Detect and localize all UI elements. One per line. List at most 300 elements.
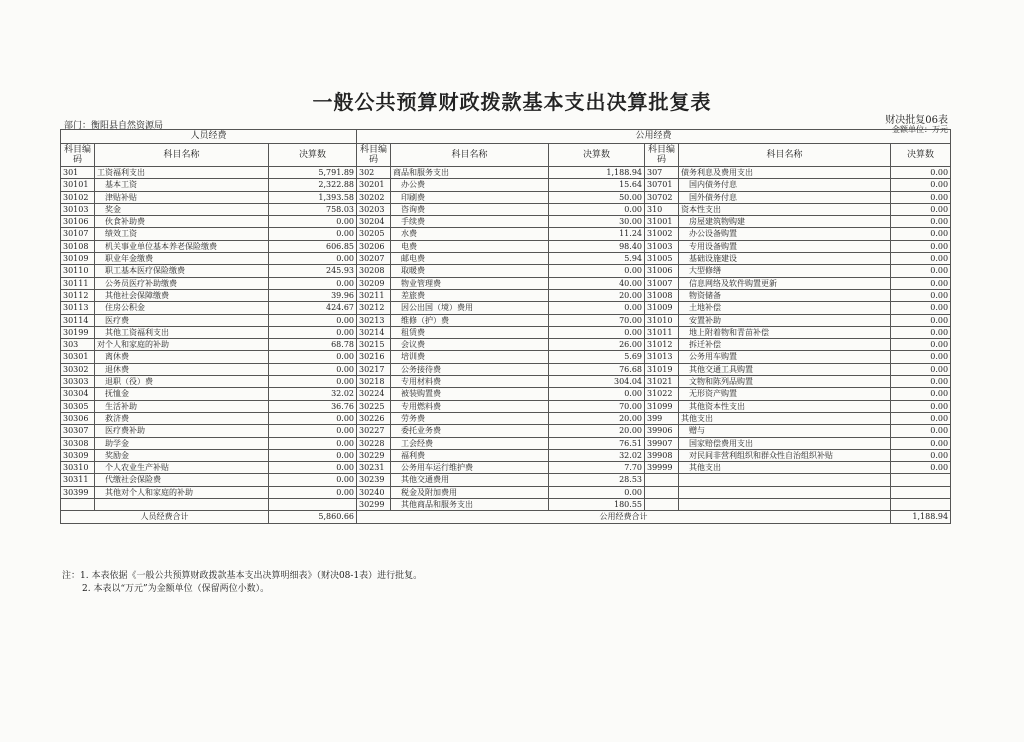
cell-name: 离休费 (95, 351, 269, 363)
cell-amount: 0.00 (891, 326, 951, 338)
cell-amount: 0.00 (269, 277, 357, 289)
cell-amount: 28.53 (549, 474, 645, 486)
cell-amount: 0.00 (891, 265, 951, 277)
cell-name: 安置补助 (679, 314, 891, 326)
table-row (61, 302, 951, 314)
cell-code: 31021 (645, 376, 679, 388)
cell-amount: 0.00 (891, 179, 951, 191)
cell-name (679, 499, 891, 511)
cell-code: 310 (645, 203, 679, 215)
table-row (61, 339, 951, 351)
personnel-section-header: 人员经费 (61, 130, 357, 144)
cell-name: 专用设备购置 (679, 240, 891, 252)
cell-amount: 0.00 (891, 437, 951, 449)
page-title: 一般公共预算财政拨款基本支出决算批复表 (312, 90, 712, 114)
table-row (61, 253, 951, 265)
footnote: 2. 本表以“万元”为金额单位（保留两位小数）。 (82, 584, 270, 594)
cell-amount: 0.00 (269, 351, 357, 363)
cell-amount: 70.00 (549, 400, 645, 412)
cell-code: 31005 (645, 253, 679, 265)
cell-code: 30111 (61, 277, 95, 289)
cell-code (645, 486, 679, 498)
cell-amount: 1,188.94 (549, 167, 645, 179)
cell-code: 30112 (61, 289, 95, 301)
cell-name: 办公设备购置 (679, 228, 891, 240)
cell-amount: 7.70 (549, 462, 645, 474)
cell-amount: 0.00 (891, 253, 951, 265)
cell-code: 30203 (357, 203, 391, 215)
cell-amount: 0.00 (891, 314, 951, 326)
cell-name: 国家赔偿费用支出 (679, 437, 891, 449)
table-row (61, 314, 951, 326)
cell-name: 职业年金缴费 (95, 253, 269, 265)
cell-code: 30102 (61, 191, 95, 203)
cell-code: 301 (61, 167, 95, 179)
cell-amount: 0.00 (891, 351, 951, 363)
table-row (61, 462, 951, 474)
cell-amount: 0.00 (891, 400, 951, 412)
column-header-name: 科目名称 (391, 144, 549, 167)
cell-name: 水费 (391, 228, 549, 240)
cell-amount: 180.55 (549, 499, 645, 511)
cell-code: 30226 (357, 412, 391, 424)
cell-code: 31006 (645, 265, 679, 277)
cell-code (645, 499, 679, 511)
cell-amount: 5,791.89 (269, 167, 357, 179)
cell-code: 31010 (645, 314, 679, 326)
cell-name: 福利费 (391, 449, 549, 461)
cell-code: 30310 (61, 462, 95, 474)
cell-amount: 0.00 (269, 376, 357, 388)
cell-name (679, 474, 891, 486)
table-row (61, 277, 951, 289)
cell-code: 30304 (61, 388, 95, 400)
cell-name: 手续费 (391, 216, 549, 228)
cell-name: 培训费 (391, 351, 549, 363)
cell-code: 31013 (645, 351, 679, 363)
cell-amount: 68.78 (269, 339, 357, 351)
cell-name: 工会经费 (391, 437, 549, 449)
cell-name: 电费 (391, 240, 549, 252)
cell-code: 30101 (61, 179, 95, 191)
cell-code: 39907 (645, 437, 679, 449)
cell-name: 大型修缮 (679, 265, 891, 277)
cell-amount: 0.00 (269, 449, 357, 461)
cell-name: 印刷费 (391, 191, 549, 203)
cell-code: 30107 (61, 228, 95, 240)
cell-name: 机关事业单位基本养老保险缴费 (95, 240, 269, 252)
table-row (61, 388, 951, 400)
cell-name: 生活补助 (95, 400, 269, 412)
table-row (61, 412, 951, 424)
cell-amount: 0.00 (269, 228, 357, 240)
budget-table-container (60, 129, 950, 524)
cell-amount: 0.00 (891, 240, 951, 252)
table-row (61, 449, 951, 461)
cell-amount: 0.00 (269, 474, 357, 486)
cell-name: 办公费 (391, 179, 549, 191)
cell-amount: 20.00 (549, 412, 645, 424)
cell-amount: 0.00 (269, 462, 357, 474)
cell-name: 物资储备 (679, 289, 891, 301)
table-row (61, 474, 951, 486)
cell-code (61, 499, 95, 511)
table-row (61, 265, 951, 277)
cell-code: 30399 (61, 486, 95, 498)
cell-code: 30205 (357, 228, 391, 240)
cell-code: 39906 (645, 425, 679, 437)
cell-code: 30227 (357, 425, 391, 437)
column-header-code: 科目编码 (61, 144, 95, 167)
cell-amount: 606.85 (269, 240, 357, 252)
column-header-name: 科目名称 (679, 144, 891, 167)
cell-amount: 0.00 (891, 216, 951, 228)
cell-code: 31009 (645, 302, 679, 314)
cell-name: 伙食补助费 (95, 216, 269, 228)
cell-name: 其他社会保障缴费 (95, 289, 269, 301)
column-header-amount: 决算数 (891, 144, 951, 167)
table-row (61, 437, 951, 449)
public-total-value: 1,188.94 (891, 511, 951, 523)
cell-amount: 20.00 (549, 425, 645, 437)
cell-amount: 40.00 (549, 277, 645, 289)
cell-name: 奖励金 (95, 449, 269, 461)
cell-code: 30206 (357, 240, 391, 252)
cell-name: 医疗费补助 (95, 425, 269, 437)
cell-code: 31002 (645, 228, 679, 240)
table-row (61, 191, 951, 203)
cell-amount: 5.69 (549, 351, 645, 363)
cell-code: 30311 (61, 474, 95, 486)
public-total-label: 公用经费合计 (357, 511, 891, 523)
cell-name: 债务利息及费用支出 (679, 167, 891, 179)
cell-name: 工资福利支出 (95, 167, 269, 179)
cell-name: 国外债务付息 (679, 191, 891, 203)
table-row (61, 499, 951, 511)
table-row (61, 240, 951, 252)
column-header-amount: 决算数 (549, 144, 645, 167)
cell-amount: 70.00 (549, 314, 645, 326)
cell-code: 30224 (357, 388, 391, 400)
footnote: 注：1. 本表依据《一般公共预算财政拨款基本支出决算明细表》（财决08-1表）进行批复。 (62, 571, 423, 581)
table-row (61, 425, 951, 437)
cell-name: 会议费 (391, 339, 549, 351)
cell-amount: 0.00 (891, 289, 951, 301)
cell-name: 咨询费 (391, 203, 549, 215)
cell-name: 差旅费 (391, 289, 549, 301)
table-row (61, 228, 951, 240)
cell-code: 31012 (645, 339, 679, 351)
cell-amount: 0.00 (891, 302, 951, 314)
cell-amount: 76.51 (549, 437, 645, 449)
cell-amount: 0.00 (891, 191, 951, 203)
cell-code: 30114 (61, 314, 95, 326)
cell-amount: 0.00 (891, 277, 951, 289)
cell-name: 基础设施建设 (679, 253, 891, 265)
cell-name: 代缴社会保险费 (95, 474, 269, 486)
table-row (61, 289, 951, 301)
cell-code: 31001 (645, 216, 679, 228)
cell-name: 奖金 (95, 203, 269, 215)
cell-code: 30211 (357, 289, 391, 301)
cell-amount: 0.00 (269, 486, 357, 498)
department-label: 部门：衡阳县自然资源局 (64, 121, 164, 131)
budget-table (60, 129, 951, 524)
cell-name: 租赁费 (391, 326, 549, 338)
cell-amount: 2,322.88 (269, 179, 357, 191)
cell-name: 公务用车购置 (679, 351, 891, 363)
cell-name (95, 499, 269, 511)
cell-amount: 304.04 (549, 376, 645, 388)
cell-name: 劳务费 (391, 412, 549, 424)
cell-name: 委托业务费 (391, 425, 549, 437)
cell-amount: 0.00 (549, 302, 645, 314)
cell-name: 抚恤金 (95, 388, 269, 400)
cell-amount: 32.02 (269, 388, 357, 400)
column-header-name: 科目名称 (95, 144, 269, 167)
cell-code: 30301 (61, 351, 95, 363)
cell-code: 30199 (61, 326, 95, 338)
cell-amount: 0.00 (269, 216, 357, 228)
cell-code: 30307 (61, 425, 95, 437)
cell-name: 其他对个人和家庭的补助 (95, 486, 269, 498)
cell-amount: 758.03 (269, 203, 357, 215)
cell-code: 31008 (645, 289, 679, 301)
personnel-total-value: 5,860.66 (269, 511, 357, 523)
cell-name: 其他支出 (679, 462, 891, 474)
cell-amount: 0.00 (269, 253, 357, 265)
cell-name: 职工基本医疗保险缴费 (95, 265, 269, 277)
cell-code: 30110 (61, 265, 95, 277)
cell-amount: 50.00 (549, 191, 645, 203)
cell-code: 30216 (357, 351, 391, 363)
column-header-amount: 决算数 (269, 144, 357, 167)
cell-amount: 0.00 (891, 167, 951, 179)
cell-code: 31011 (645, 326, 679, 338)
cell-name: 拆迁补偿 (679, 339, 891, 351)
cell-name: 房屋建筑物购建 (679, 216, 891, 228)
cell-amount (269, 499, 357, 511)
cell-name: 无形资产购置 (679, 388, 891, 400)
cell-amount: 26.00 (549, 339, 645, 351)
table-row (61, 326, 951, 338)
cell-name: 公务员医疗补助缴费 (95, 277, 269, 289)
form-number: 财决批复06表 (885, 115, 948, 126)
cell-code: 39908 (645, 449, 679, 461)
cell-amount: 0.00 (549, 203, 645, 215)
table-row (61, 216, 951, 228)
table-row (61, 486, 951, 498)
cell-code: 30308 (61, 437, 95, 449)
cell-amount: 76.68 (549, 363, 645, 375)
cell-amount: 0.00 (891, 339, 951, 351)
cell-code: 30215 (357, 339, 391, 351)
cell-name: 住房公积金 (95, 302, 269, 314)
cell-name: 专用燃料费 (391, 400, 549, 412)
cell-amount: 0.00 (549, 486, 645, 498)
cell-code: 30228 (357, 437, 391, 449)
cell-name: 土地补偿 (679, 302, 891, 314)
cell-code: 31003 (645, 240, 679, 252)
cell-name: 国内债务付息 (679, 179, 891, 191)
cell-name: 资本性支出 (679, 203, 891, 215)
cell-amount: 245.93 (269, 265, 357, 277)
cell-amount: 424.67 (269, 302, 357, 314)
cell-code: 39999 (645, 462, 679, 474)
cell-amount: 0.00 (891, 203, 951, 215)
cell-name: 被装购置费 (391, 388, 549, 400)
cell-name: 退休费 (95, 363, 269, 375)
cell-name: 医疗费 (95, 314, 269, 326)
cell-amount: 0.00 (269, 363, 357, 375)
cell-name: 绩效工资 (95, 228, 269, 240)
cell-code: 30240 (357, 486, 391, 498)
cell-code: 30204 (357, 216, 391, 228)
cell-code: 31099 (645, 400, 679, 412)
cell-amount: 0.00 (549, 326, 645, 338)
cell-code: 30106 (61, 216, 95, 228)
cell-name: 对个人和家庭的补助 (95, 339, 269, 351)
cell-amount: 0.00 (891, 363, 951, 375)
cell-code: 30109 (61, 253, 95, 265)
cell-name: 赠与 (679, 425, 891, 437)
cell-code: 30299 (357, 499, 391, 511)
cell-name: 公务接待费 (391, 363, 549, 375)
cell-amount (891, 486, 951, 498)
cell-code: 30208 (357, 265, 391, 277)
cell-name: 邮电费 (391, 253, 549, 265)
cell-name: 对民间非营利组织和群众性自治组织补贴 (679, 449, 891, 461)
cell-code: 31007 (645, 277, 679, 289)
cell-code: 302 (357, 167, 391, 179)
cell-name: 专用材料费 (391, 376, 549, 388)
cell-code: 30209 (357, 277, 391, 289)
cell-code: 30231 (357, 462, 391, 474)
cell-code: 30113 (61, 302, 95, 314)
table-row (61, 363, 951, 375)
cell-amount: 0.00 (269, 326, 357, 338)
cell-name: 其他交通费用 (391, 474, 549, 486)
cell-code: 30103 (61, 203, 95, 215)
footnotes (62, 570, 422, 596)
table-row (61, 400, 951, 412)
cell-name: 其他商品和服务支出 (391, 499, 549, 511)
cell-amount: 0.00 (891, 228, 951, 240)
cell-amount: 0.00 (269, 412, 357, 424)
cell-amount: 30.00 (549, 216, 645, 228)
cell-amount: 0.00 (549, 265, 645, 277)
cell-name: 商品和服务支出 (391, 167, 549, 179)
cell-amount: 0.00 (549, 388, 645, 400)
cell-amount: 0.00 (269, 425, 357, 437)
cell-code: 31019 (645, 363, 679, 375)
cell-amount: 0.00 (891, 449, 951, 461)
cell-code: 30305 (61, 400, 95, 412)
cell-name: 取暖费 (391, 265, 549, 277)
cell-name: 其他支出 (679, 412, 891, 424)
cell-code: 307 (645, 167, 679, 179)
cell-amount: 11.24 (549, 228, 645, 240)
cell-amount: 0.00 (891, 388, 951, 400)
cell-name: 退职（役）费 (95, 376, 269, 388)
cell-code: 30302 (61, 363, 95, 375)
cell-amount: 0.00 (891, 462, 951, 474)
public-section-header: 公用经费 (357, 130, 951, 144)
cell-name: 维修（护）费 (391, 314, 549, 326)
cell-code: 31022 (645, 388, 679, 400)
cell-code: 30213 (357, 314, 391, 326)
cell-name: 基本工资 (95, 179, 269, 191)
table-row (61, 351, 951, 363)
cell-code: 30218 (357, 376, 391, 388)
cell-name: 其他资本性支出 (679, 400, 891, 412)
cell-code: 30202 (357, 191, 391, 203)
cell-code: 303 (61, 339, 95, 351)
cell-amount: 36.76 (269, 400, 357, 412)
table-row (61, 179, 951, 191)
cell-amount: 0.00 (269, 437, 357, 449)
cell-name: 其他工资福利支出 (95, 326, 269, 338)
cell-name: 助学金 (95, 437, 269, 449)
cell-name (679, 486, 891, 498)
cell-code: 30217 (357, 363, 391, 375)
cell-amount: 0.00 (269, 314, 357, 326)
cell-name: 信息网络及软件购置更新 (679, 277, 891, 289)
cell-amount: 32.02 (549, 449, 645, 461)
cell-name: 地上附着物和青苗补偿 (679, 326, 891, 338)
cell-code: 30207 (357, 253, 391, 265)
cell-amount: 15.64 (549, 179, 645, 191)
cell-code: 30212 (357, 302, 391, 314)
cell-name: 税金及附加费用 (391, 486, 549, 498)
cell-name: 津贴补贴 (95, 191, 269, 203)
cell-name: 其他交通工具购置 (679, 363, 891, 375)
cell-amount: 0.00 (891, 425, 951, 437)
amount-unit: 金额单位：万元 (892, 125, 948, 134)
cell-amount: 20.00 (549, 289, 645, 301)
cell-amount: 5.94 (549, 253, 645, 265)
cell-code: 30229 (357, 449, 391, 461)
cell-code: 399 (645, 412, 679, 424)
cell-code: 30306 (61, 412, 95, 424)
cell-name: 物业管理费 (391, 277, 549, 289)
cell-amount (891, 499, 951, 511)
cell-code: 30108 (61, 240, 95, 252)
cell-name: 公务用车运行维护费 (391, 462, 549, 474)
cell-code: 30303 (61, 376, 95, 388)
cell-amount: 1,393.58 (269, 191, 357, 203)
cell-code (645, 474, 679, 486)
cell-amount: 0.00 (891, 412, 951, 424)
cell-code: 30309 (61, 449, 95, 461)
cell-code: 30201 (357, 179, 391, 191)
column-header-code: 科目编码 (357, 144, 391, 167)
cell-name: 因公出国（境）费用 (391, 302, 549, 314)
personnel-total-label: 人员经费合计 (61, 511, 269, 523)
column-header-code: 科目编码 (645, 144, 679, 167)
cell-amount (891, 474, 951, 486)
cell-code: 30239 (357, 474, 391, 486)
cell-amount: 0.00 (891, 376, 951, 388)
cell-code: 30214 (357, 326, 391, 338)
cell-amount: 98.40 (549, 240, 645, 252)
cell-amount: 39.96 (269, 289, 357, 301)
cell-name: 个人农业生产补贴 (95, 462, 269, 474)
cell-name: 文物和陈列品购置 (679, 376, 891, 388)
table-row (61, 203, 951, 215)
cell-code: 30225 (357, 400, 391, 412)
cell-code: 30702 (645, 191, 679, 203)
